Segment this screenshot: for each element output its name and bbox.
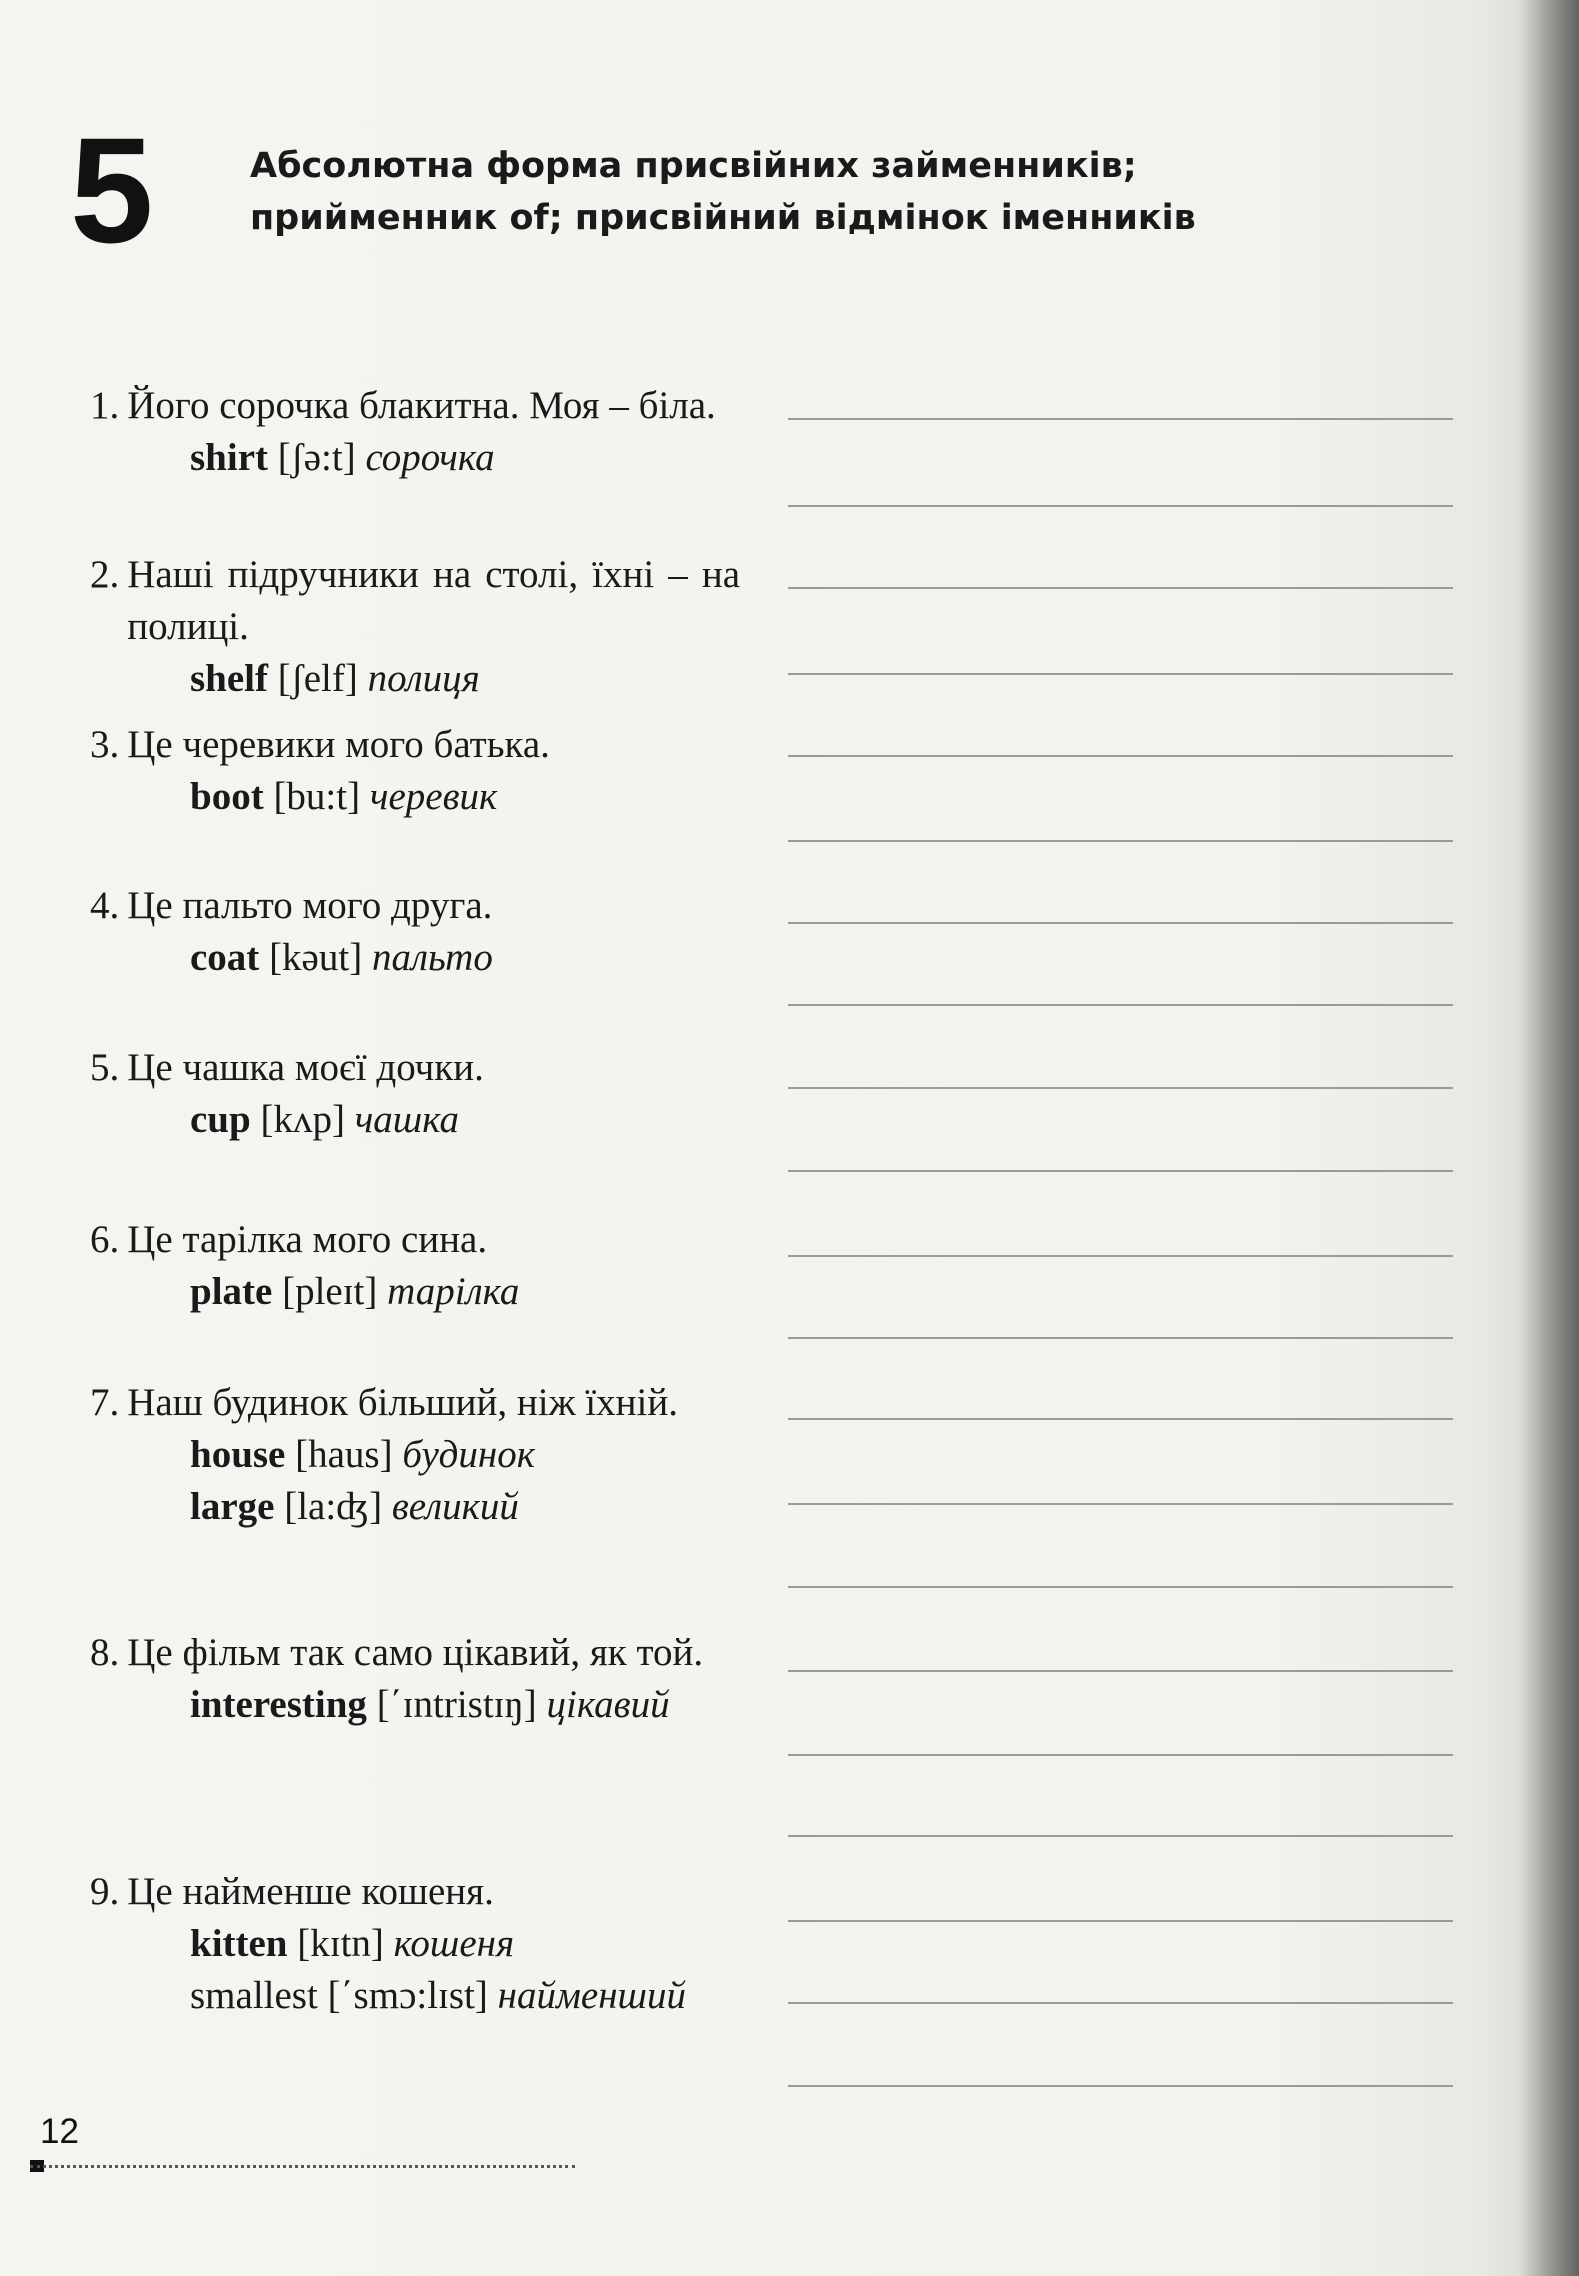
vocab-word: interesting [190,1683,367,1726]
answer-line-10[interactable] [788,1170,1453,1172]
lesson-title-line-1: Абсолютна форма присвійних займенників; [250,146,1137,186]
vocab-transcription: [kɪtn] [297,1922,384,1965]
exercise-prompt [90,380,740,432]
exercise-6 [90,1214,740,1318]
vocab-translation: кошеня [393,1922,515,1965]
vocab-transcription: [΄smɔ:lɪst] [327,1974,488,2017]
answer-line-3[interactable] [788,587,1453,589]
vocab-entry [190,1429,740,1481]
answer-line-11[interactable] [788,1255,1453,1257]
vocab-translation: сорочка [365,436,495,479]
exercise-8 [90,1627,740,1731]
exercise-text: Це найменше кошеня. [127,1870,494,1913]
exercise-prompt [90,1042,740,1094]
answer-line-19[interactable] [788,1920,1453,1922]
vocab-translation: тарілка [387,1270,520,1313]
answer-line-2[interactable] [788,505,1453,507]
vocab-translation: великий [391,1485,519,1528]
answer-line-9[interactable] [788,1087,1453,1089]
vocab-translation: найменший [497,1974,686,2017]
vocab-translation: будинок [402,1433,535,1476]
footer-dotted-rule [30,2165,575,2168]
vocab-word: smallest [190,1974,318,2017]
vocab-entry [190,1094,740,1146]
vocab-transcription: [bu:t] [273,775,361,818]
vocab-transcription: [kʌp] [260,1098,345,1141]
vocab-entry [190,1266,740,1318]
exercise-3 [90,719,740,823]
answer-line-8[interactable] [788,1004,1453,1006]
answer-line-14[interactable] [788,1503,1453,1505]
exercise-text: Це пальто мого друга. [127,884,493,927]
vocab-word: plate [190,1270,273,1313]
lesson-title-line-2: прийменник of; присвійний відмінок іменників [250,198,1196,238]
answer-line-1[interactable] [788,418,1453,420]
answer-line-6[interactable] [788,840,1453,842]
exercise-prompt [90,1377,740,1429]
vocab-translation: пальто [371,936,493,979]
vocab-translation: чашка [354,1098,460,1141]
vocab-transcription: [ʃə:t] [277,436,356,479]
vocab-transcription: [pleɪt] [282,1270,378,1313]
exercise-prompt [90,719,740,771]
book-spine-shadow [1519,0,1579,2276]
vocab-entry [190,432,740,484]
exercise-list [0,0,760,2100]
answer-line-12[interactable] [788,1337,1453,1339]
exercise-number: 3. [90,723,120,766]
exercise-2 [90,549,740,705]
vocab-entry [190,932,740,984]
exercise-number: 8. [90,1631,120,1674]
vocab-entry [190,1970,740,2022]
answer-line-16[interactable] [788,1670,1453,1672]
vocab-word: house [190,1433,286,1476]
exercise-prompt [90,1214,740,1266]
exercise-number: 6. [90,1218,120,1261]
vocab-transcription: [΄ɪntristɪŋ] [376,1683,537,1726]
exercise-number: 4. [90,884,120,927]
vocab-entry [190,1481,740,1533]
exercise-number: 7. [90,1381,120,1424]
vocab-entry [190,771,740,823]
exercise-text: Це черевики мого батька. [127,723,550,766]
exercise-text: Наш будинок більший, ніж їхній. [127,1381,678,1424]
exercise-text: Це чашка моєї дочки. [127,1046,484,1089]
vocab-word: boot [190,775,264,818]
exercise-number: 5. [90,1046,120,1089]
vocab-transcription: [haus] [295,1433,393,1476]
exercise-9 [90,1866,740,2022]
answer-line-4[interactable] [788,673,1453,675]
vocab-word: cup [190,1098,251,1141]
exercise-1 [90,380,740,484]
exercise-7 [90,1377,740,1533]
exercise-number: 1. [90,384,120,427]
vocab-translation: цікавий [546,1683,670,1726]
exercise-prompt [90,549,740,653]
vocab-word: shelf [190,657,268,700]
exercise-text: Його сорочка блакитна. Моя – біла. [127,384,716,427]
exercise-text: Це фільм так само цікавий, як той. [127,1631,704,1674]
vocab-entry [190,653,740,705]
answer-line-7[interactable] [788,922,1453,924]
exercise-prompt [90,1866,740,1918]
exercise-text: Наші підручники на столі, їхні – на полиці. [127,553,740,648]
vocab-translation: полиця [367,657,480,700]
page-number: 12 [40,2112,79,2151]
answer-line-17[interactable] [788,1754,1453,1756]
answer-line-20[interactable] [788,2002,1453,2004]
answer-line-15[interactable] [788,1586,1453,1588]
exercise-prompt [90,1627,740,1679]
vocab-entry [190,1918,740,1970]
exercise-prompt [90,880,740,932]
vocab-transcription: [la:ʤ] [284,1485,383,1528]
vocab-transcription: [kəut] [269,936,363,979]
exercise-text: Це тарілка мого сина. [127,1218,488,1261]
exercise-4 [90,880,740,984]
exercise-5 [90,1042,740,1146]
answer-line-18[interactable] [788,1835,1453,1837]
vocab-word: large [190,1485,275,1528]
vocab-transcription: [ʃelf] [277,657,358,700]
lesson-number: 5 [70,106,154,274]
vocab-word: shirt [190,436,268,479]
exercise-number: 9. [90,1870,120,1913]
vocab-entry [190,1679,740,1731]
answer-line-21[interactable] [788,2085,1453,2087]
vocab-word: kitten [190,1922,288,1965]
answer-line-5[interactable] [788,755,1453,757]
answer-line-13[interactable] [788,1418,1453,1420]
vocab-translation: черевик [369,775,498,818]
exercise-number: 2. [90,553,120,596]
vocab-word: coat [190,936,260,979]
